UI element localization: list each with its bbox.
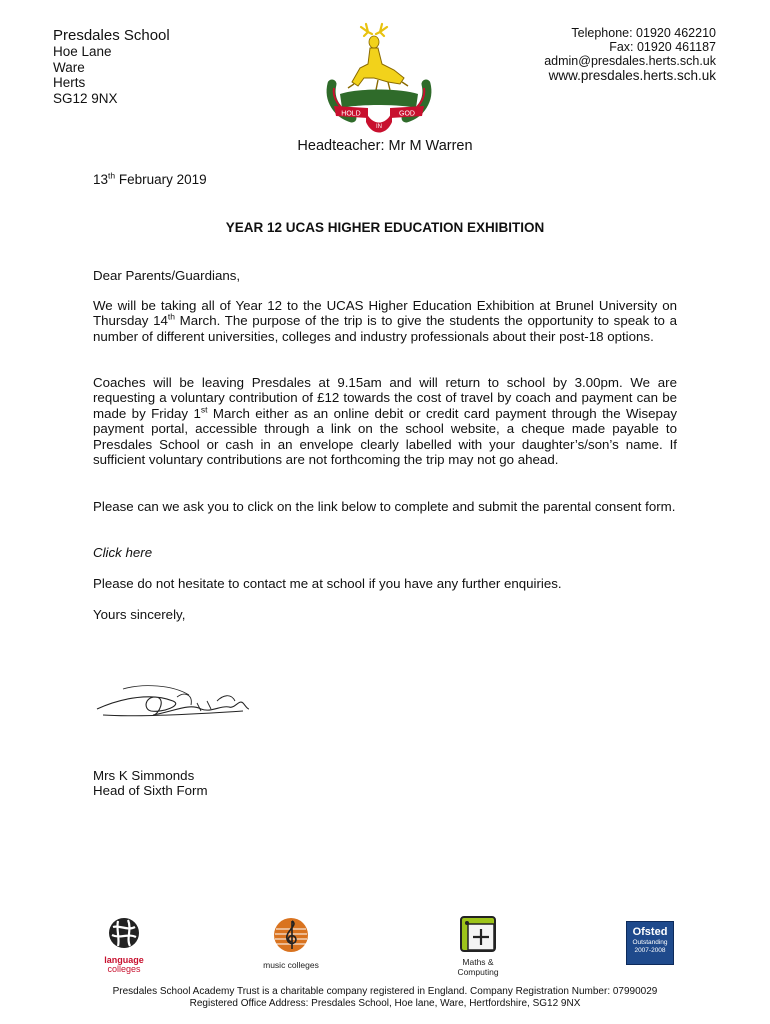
ofsted-logo [626,921,674,965]
signature-image [93,675,253,725]
address-line: Hoe Lane [53,44,112,59]
address-line: Herts [53,75,86,90]
signer-name: Mrs K Simmonds [93,768,195,783]
music-label: music colleges [263,960,319,970]
address-postcode: SG12 9NX [53,90,118,106]
headteacher: Headteacher: Mr M Warren [297,138,473,154]
footer-company: Presdales School Academy Trust is a charitable company registered in England. Company Registration Number: 07990029 [112,986,658,997]
email: admin@presdales.herts.sch.uk [544,54,716,69]
date-day: 13 [93,172,109,187]
school-address [53,27,170,106]
paragraph-payment [93,375,677,467]
treble-clef-icon [273,915,309,955]
globe-icon [104,915,144,951]
superscript: st [200,404,208,415]
text: March. The purpose of the trip is to give the students the opportunity to speak to a number of different universities, colleges and industry professionals about their post-18 options. [93,313,677,344]
address-line: Ware [53,59,85,75]
salutation: Dear Parents/Guardians, [93,268,241,283]
footer [0,986,770,1010]
language-line1: language [104,955,144,965]
school-name: Presdales School [53,27,170,44]
letter-title: YEAR 12 UCAS HIGHER EDUCATION EXHIBITION [225,220,545,235]
date-suffix: th [108,170,116,181]
music-colleges-logo [258,915,324,970]
motto-center: IN [376,124,382,130]
paragraph-consent [93,499,677,514]
signer [93,768,208,799]
text: Coaches will be leaving Presdales at 9.15am and will return to school by 3.00pm. We are requesting a voluntary contribution of £12 towards the cost of travel by coach and payment can be made by Friday 1 [93,375,677,421]
fax: Fax: 01920 461187 [609,40,716,55]
website: www.presdales.herts.sch.uk [548,67,716,83]
calculator-icon [459,915,497,953]
motto-left: HOLD [341,110,361,118]
paragraph-enquiries: Please do not hesitate to contact me at school if you have any further enquiries. [93,576,562,591]
text: We will be taking all of Year 12 to the UCAS Higher Education Exhibition at Brunel University on Thursday 14 [93,298,677,329]
maths-line2: Computing [457,966,499,977]
paragraph-trip [93,298,677,344]
text: March either as an online debit or credit card payment through the Wisepay payment portal, accessible through a link on the school website, a cheque made payable to Presdales School or cash in an envelope clearly labelled with your daughter’s/son’s name. If sufficient voluntary contributions are not forthcoming the trip may not go ahead. [93,405,677,468]
text: Please can we ask you to click on the link below to complete and submit the parental consent form. [93,499,676,514]
footer-address: Registered Office Address: Presdales School, Hoe lane, Ware, Hertfordshire, SG12 9NX [189,997,581,1009]
language-colleges-logo [92,915,156,974]
ofsted-name: Ofsted [632,926,668,938]
maths-line1: Maths & [462,957,494,967]
telephone: Telephone: 01920 462210 [571,26,716,40]
signer-role: Head of Sixth Form [93,783,208,799]
consent-form-link[interactable]: Click here [93,545,153,560]
date-rest: February 2019 [115,172,207,187]
maths-computing-logo [452,915,504,977]
motto-right: GOD [399,110,415,118]
language-line2: colleges [107,964,141,974]
contact-details [544,26,716,83]
accreditation-logos [0,915,770,977]
ofsted-line1: Outstanding [632,939,668,946]
school-crest-logo [318,22,440,142]
superscript: th [167,311,175,322]
letter-date [93,172,207,187]
ofsted-line2: 2007-2008 [634,947,666,954]
closing: Yours sincerely, [93,607,186,622]
